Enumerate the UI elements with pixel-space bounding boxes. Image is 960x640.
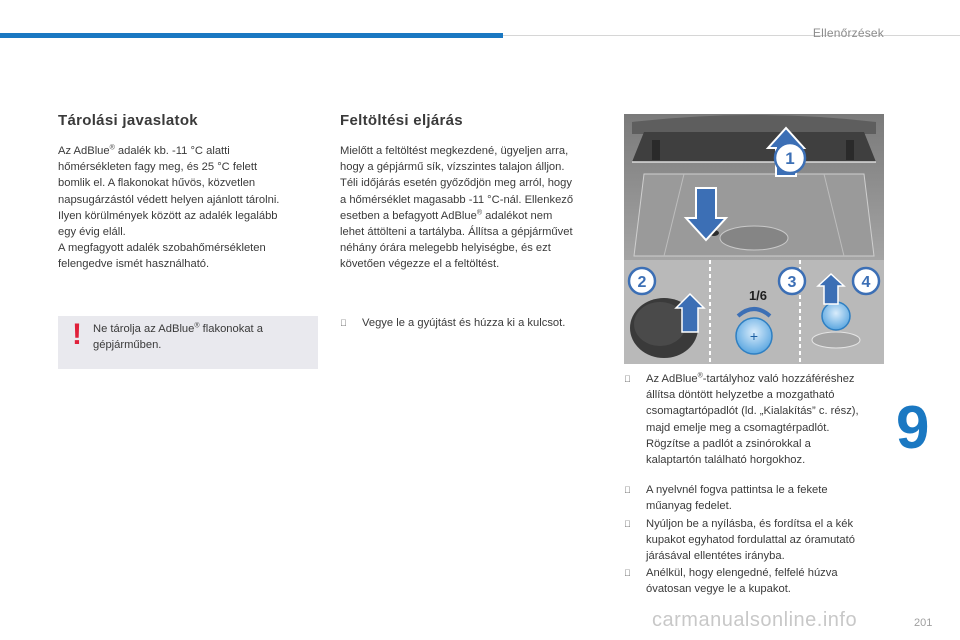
bullet-icon <box>624 482 631 498</box>
refill-line: követően végezze el a feltöltést. <box>340 258 500 271</box>
warning-icon: ! <box>72 318 82 351</box>
header-rule <box>503 35 960 36</box>
refill-line: esetben a befagyott AdBlue <box>340 209 477 222</box>
storage-section <box>58 112 318 273</box>
bullet-icon <box>624 371 631 387</box>
storage-line: felengedve ismét használható. <box>58 258 210 271</box>
fraction-label: 1/6 <box>748 288 768 303</box>
label-2: 2 <box>637 274 647 291</box>
refill-section <box>340 112 602 273</box>
storage-line: egy évig eláll. <box>58 226 126 239</box>
trunk-diagram <box>624 114 884 364</box>
adblue-illustration <box>624 114 884 364</box>
label-3: 3 <box>787 274 797 291</box>
storage-line: adalék kb. -11 °C alatti <box>114 145 230 157</box>
section-title: Ellenőrzések <box>812 26 884 40</box>
refill-line: a hőmérséklet magasabb -11 °C-nál. Ellenkező <box>340 193 574 206</box>
storage-line: Az AdBlue <box>58 145 110 157</box>
watermark: carmanualsonline.info <box>652 609 858 631</box>
svg-text:+: + <box>749 328 759 344</box>
refill-line: hogy a gépjármű sík, vízszintes talajon álljon. <box>340 161 565 174</box>
storage-line: hőmérsékleten fagy meg, és 25 °C felett <box>58 161 258 174</box>
bullet-icon <box>340 315 347 331</box>
storage-line: bomlik el. A flakonokat hűvös, közvetlen <box>58 177 256 190</box>
storage-title: Tárolási javaslatok <box>58 112 198 129</box>
storage-line: A megfagyott adalék szobahőmérsékleten <box>58 242 266 255</box>
warning-box <box>58 316 318 369</box>
registered-mark: ® <box>109 144 115 152</box>
refill-line: Téli időjárás esetén győződjön meg arról, hogy <box>340 177 572 190</box>
refill-title: Feltöltési eljárás <box>340 112 463 129</box>
refill-line: Mielőtt a feltöltést megkezdené, ügyeljen arra, <box>340 145 569 157</box>
warning-text: Ne tárolja az AdBlue® flakonokat a gépjárműben. <box>93 322 263 351</box>
page-number: 201 <box>914 617 933 629</box>
header-accent-bar <box>0 33 503 38</box>
storage-text <box>58 143 318 273</box>
refill-text: Mielőtt a feltöltést megkezdené, ügyeljen arra, hogy a gépjármű sík, vízszintes talajon álljon. Téli időjárás esetén győződjön meg arról, hogy a hőmérséklet magasabb -11 °C-nál. Ellenkező esetben a befagyott AdBlue® adalékot nem lehet áttölteni a tartályba. Állítsa a gépjárművet néhány órára melegebb helyiségbe, és ezt követően végezze el a feltöltést. <box>340 143 602 273</box>
refill-line: néhány órára melegebb helyiségbe, és ezt <box>340 242 551 255</box>
bullet-icon <box>624 565 631 581</box>
bullet-icon <box>624 516 631 532</box>
chapter-number: 9 <box>896 394 930 461</box>
storage-line: napsugárzástól védett helyen ajánlott tárolni. <box>58 193 280 206</box>
storage-line: Ilyen körülmények között az adalék legalább <box>58 209 278 222</box>
refill-line: lehet áttölteni a tartályba. Állítsa a gépjárművet <box>340 226 573 239</box>
label-1: 1 <box>785 149 795 168</box>
label-4: 4 <box>861 274 871 291</box>
